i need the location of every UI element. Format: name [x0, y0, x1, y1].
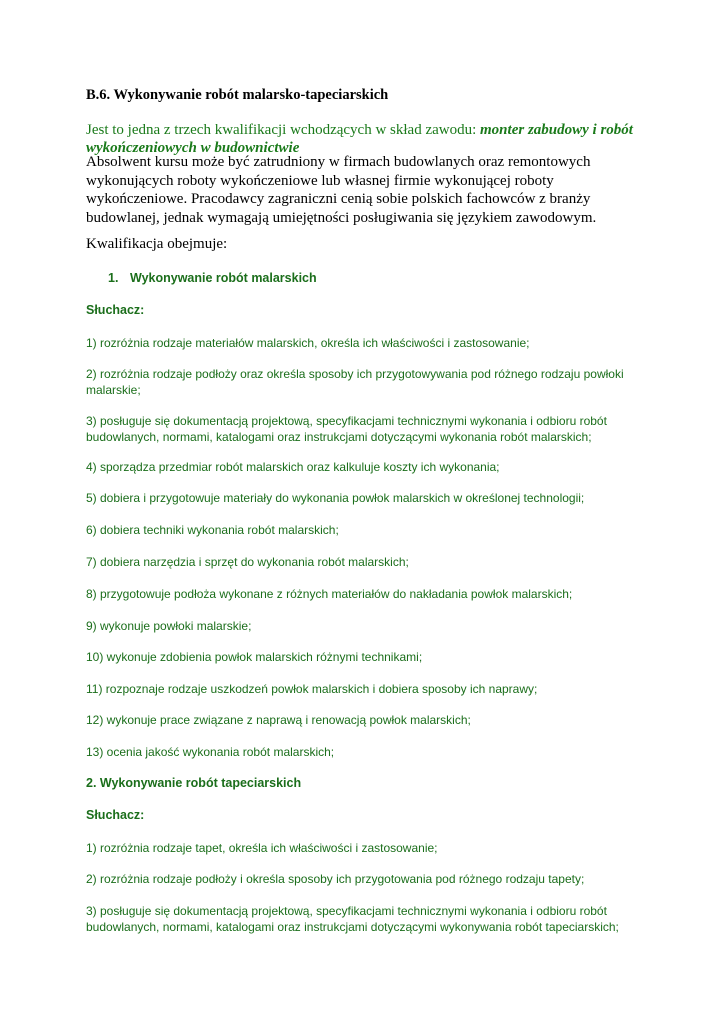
qualification-intro: Kwalifikacja obejmuje: [86, 236, 228, 252]
section1-item: 6) dobiera techniki wykonania robót malarskich; [86, 523, 339, 537]
intro-green-paragraph [86, 121, 646, 157]
section2-item: 2) rozróżnia rodzaje podłoży i określa sposoby ich przygotowania pod różnego rodzaju tapety; [86, 872, 585, 886]
intro-occupation-name: monter zabudowy i robót wykończeniowych w budownictwie [86, 122, 633, 156]
section1-sluchacz: Słuchacz: [86, 303, 145, 317]
section2-item: 3) posługuje się dokumentacją projektową, specyfikacjami technicznymi wykonania i odbioru robót budowlanych, normami, katalogami oraz instrukcjami dotyczącymi wykonywania robót tapeciarskich; [86, 904, 619, 934]
section1-item: 3) posługuje się dokumentacją projektową, specyfikacjami technicznymi wykonania i odbioru robót budowlanych, normami, katalogami oraz instrukcjami dotyczącymi wykonania robót malarskich; [86, 414, 607, 444]
section1-title-text: Wykonywanie robót malarskich [130, 271, 317, 285]
section1-title [108, 271, 508, 285]
intro-green-prefix: Jest to jedna z trzech kwalifikacji wchodzących w skład zawodu: [86, 122, 481, 138]
section1-item: 11) rozpoznaje rodzaje uszkodzeń powłok malarskich i dobiera sposoby ich naprawy; [86, 682, 538, 696]
section2-sluchacz: Słuchacz: [86, 808, 145, 822]
section1-item: 12) wykonuje prace związane z naprawą i renowacją powłok malarskich; [86, 713, 471, 727]
section1-item: 9) wykonuje powłoki malarskie; [86, 619, 252, 633]
section1-item: 1) rozróżnia rodzaje materiałów malarskich, określa ich właściwości i zastosowanie; [86, 336, 530, 350]
section1-item: 4) sporządza przedmiar robót malarskich oraz kalkuluje koszty ich wykonania; [86, 460, 500, 474]
intro-paragraph: Absolwent kursu może być zatrudniony w firmach budowlanych oraz remontowych wykonujących roboty wykończeniowe lub własnej firmie wykonującej roboty wykończeniowe. Pracodawcy zagraniczni cenią sobie polskich fachowców z branży budowlanej, jednak wymagają umiejętności posługiwania się językiem zawodowym. [86, 154, 597, 226]
section2-item: 1) rozróżnia rodzaje tapet, określa ich właściwości i zastosowanie; [86, 841, 438, 855]
section1-item: 2) rozróżnia rodzaje podłoży oraz określa sposoby ich przygotowywania pod różnego rodzaju powłoki malarskie; [86, 367, 624, 397]
section1-item: 10) wykonuje zdobienia powłok malarskich różnymi technikami; [86, 650, 423, 664]
section1-number: 1. [108, 271, 119, 285]
section-heading: B.6. Wykonywanie robót malarsko-tapeciarskich [86, 87, 389, 103]
section1-item: 7) dobiera narzędzia i sprzęt do wykonania robót malarskich; [86, 555, 409, 569]
section1-item: 8) przygotowuje podłoża wykonane z różnych materiałów do nakładania powłok malarskich; [86, 587, 573, 601]
section1-item: 5) dobiera i przygotowuje materiały do wykonania powłok malarskich w określonej technologii; [86, 491, 585, 505]
section2-title: 2. Wykonywanie robót tapeciarskich [86, 776, 302, 790]
section1-item: 13) ocenia jakość wykonania robót malarskich; [86, 745, 335, 759]
